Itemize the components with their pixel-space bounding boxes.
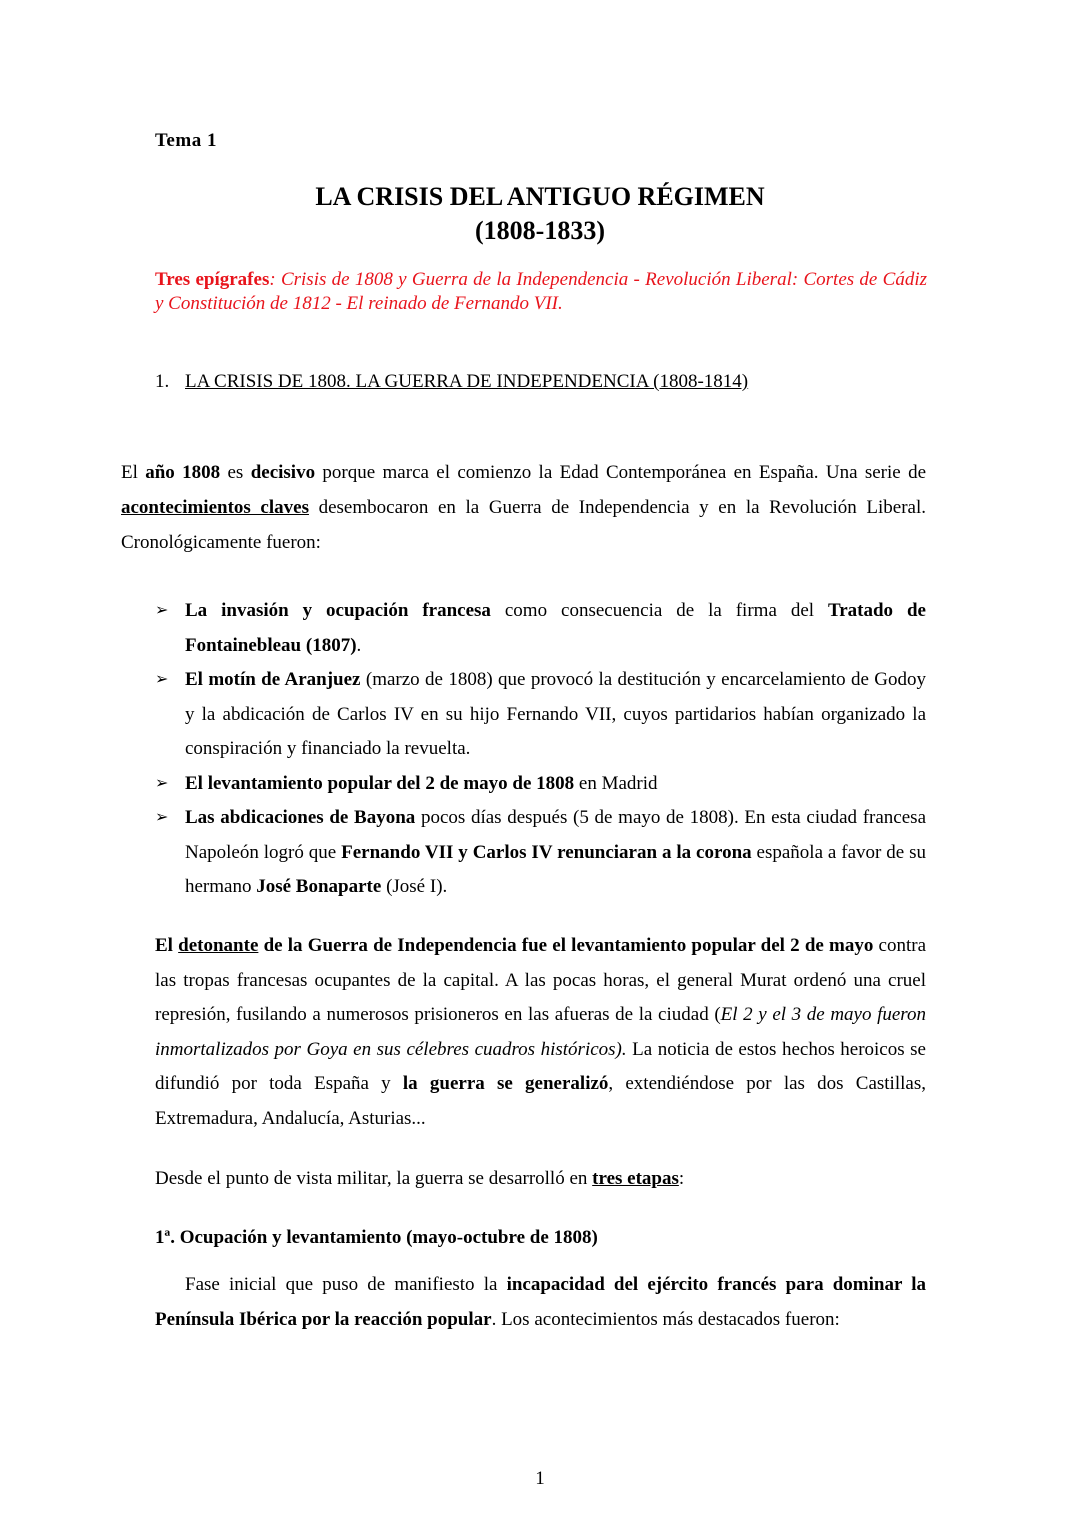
events-list (155, 594, 926, 905)
text-run: El (121, 462, 146, 483)
section-heading (155, 371, 748, 393)
detonante-paragraph (155, 929, 926, 1136)
text-run: contra las tropas francesas ocupantes de la capital. A las pocas horas, el general Murat ordenó una cruel represión, fusilando a numerosos prisioneros en las afueras de la ciudad ( (155, 935, 927, 1025)
text-run: decisivo (250, 462, 316, 483)
arrow-bullet-icon: ➢ (155, 774, 169, 792)
text-run: (José I). (381, 876, 448, 897)
arrow-bullet-icon: ➢ (155, 671, 169, 688)
text-run: Tratado de Fontainebleau (1807) (185, 600, 926, 656)
text-run: El motín de Aranjuez (185, 669, 361, 690)
text-run: : Crisis de 1808 y Guerra de la Independencia - Revolución Liberal: Cortes de Cádiz y Constitución de 1812 - El reinado de Fernando VII. (155, 269, 928, 314)
text-run: española a favor de su hermano (185, 841, 926, 897)
text-run: (marzo de 1808) que provocó la destitución y encarcelamiento de Godoy y la abdicación de Carlos IV en su hijo Fernando VII, cuyos partidarios habían organizado la conspiración y financiado la revuelta. (185, 669, 927, 759)
list-item (155, 663, 926, 767)
list-item-text (185, 600, 926, 656)
text-run: pocos días después (5 de mayo de 1808). En esta ciudad francesa Napoleón logró que (185, 807, 926, 863)
text-run: en Madrid (574, 772, 658, 794)
epigraphs-summary (155, 268, 927, 316)
section-number: 1. (155, 371, 170, 392)
list-item (155, 594, 926, 663)
text-run: la guerra se generalizó (402, 1073, 609, 1094)
text-run: El levantamiento popular del 2 de mayo de 1808 (185, 772, 575, 794)
text-run: detonante (178, 935, 259, 956)
stage-heading: 1ª. Ocupación y levantamiento (mayo-octubre de 1808) (155, 1227, 598, 1248)
title-dates: (1808-1833) (475, 216, 605, 245)
text-run: Desde el punto de vista militar, la guerra se desarrolló en (155, 1168, 593, 1189)
text-run: La invasión y ocupación francesa (185, 600, 491, 621)
arrow-bullet-icon: ➢ (155, 809, 169, 826)
text-run: . (356, 634, 362, 656)
text-run: incapacidad del ejército francés para dominar la Península Ibérica por la reacción popular (155, 1274, 926, 1330)
arrow-bullet-icon: ➢ (155, 602, 169, 619)
page-number: 1 (535, 1468, 545, 1489)
stages-intro (155, 1164, 926, 1194)
list-item (155, 801, 926, 905)
text-run: como consecuencia de la firma del (490, 600, 828, 621)
section-title: LA CRISIS DE 1808. LA GUERRA DE INDEPENDENCIA (1808-1814) (185, 371, 749, 392)
list-item-text (185, 669, 926, 759)
text-run: El 2 y el 3 de mayo fueron inmortalizados por Goya en sus célebres cuadros históricos). (155, 1004, 926, 1060)
text-run: Tres epígrafes (155, 269, 270, 290)
document-title (0, 180, 1080, 248)
text-run: José Bonaparte (256, 876, 382, 897)
title-line: LA CRISIS DEL ANTIGUO RÉGIMEN (315, 182, 765, 211)
text-run: Fase inicial que puso de manifiesto la (185, 1274, 507, 1295)
text-run: tres etapas (592, 1168, 679, 1189)
text-run: acontecimientos claves (121, 497, 309, 518)
list-item-text (185, 773, 658, 794)
text-run: porque marca el comienzo la Edad Contemporánea en España. Una serie de (315, 462, 927, 483)
text-run: , extendiéndose por las dos Castillas, Extremadura, Andalucía, Asturias... (155, 1073, 926, 1129)
intro-paragraph (121, 455, 926, 560)
text-run: : (678, 1168, 685, 1189)
text-run: es (220, 462, 251, 483)
text-run: . Los acontecimientos más destacados fueron: (491, 1308, 840, 1330)
text-run: Las abdicaciones de Bayona (185, 807, 416, 828)
stage-paragraph (155, 1268, 926, 1337)
text-run: desembocaron en la Guerra de Independencia y en la Revolución Liberal. Cronológicamente fueron: (121, 497, 926, 553)
list-item (155, 767, 926, 802)
text-run: La noticia de estos hechos heroicos se difundió por toda España y (155, 1038, 926, 1094)
text-run: de la Guerra de Independencia fue el levantamiento popular del 2 de mayo (258, 935, 874, 956)
text-run: año 1808 (145, 462, 221, 483)
text-run: Fernando VII y Carlos IV renunciaran a la corona (341, 841, 752, 863)
topic-label: Tema 1 (155, 130, 217, 151)
text-run: El (155, 935, 179, 956)
list-item-text (185, 807, 926, 897)
